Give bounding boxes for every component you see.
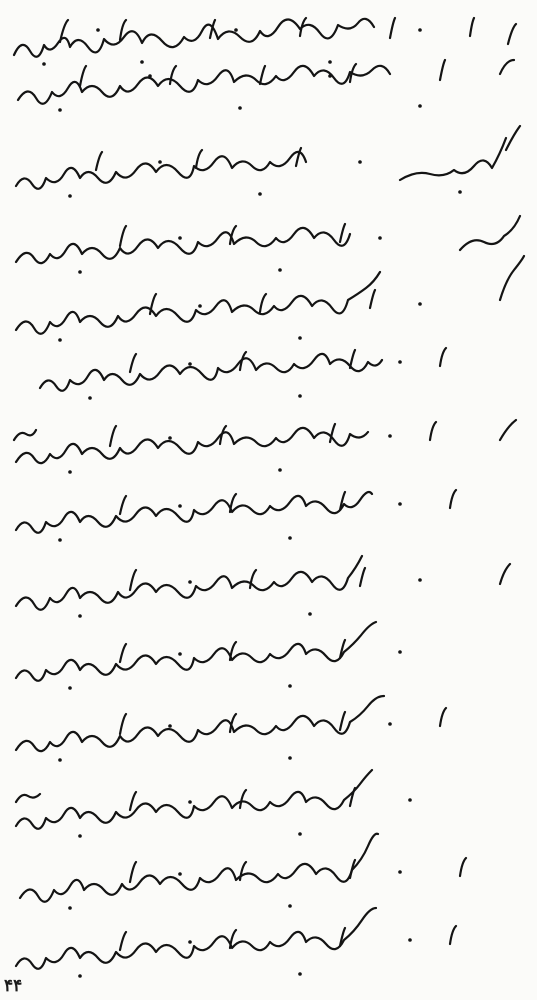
text-line-1 (14, 18, 516, 57)
text-line-7 (14, 420, 516, 463)
text-line-3 (16, 126, 520, 189)
text-line-11 (16, 696, 446, 751)
text-line-12 (16, 770, 372, 829)
text-line-9 (16, 556, 510, 610)
text-line-5 (16, 256, 524, 334)
text-line-13 (20, 834, 466, 902)
text-line-8 (16, 490, 456, 533)
text-line-14 (16, 908, 456, 969)
diacritic-dots (42, 28, 462, 978)
text-line-4 (16, 216, 520, 263)
text-line-2 (18, 60, 514, 104)
text-line-6 (40, 348, 446, 391)
text-line-10 (16, 622, 376, 681)
page-number: ۴۴ (4, 976, 23, 996)
